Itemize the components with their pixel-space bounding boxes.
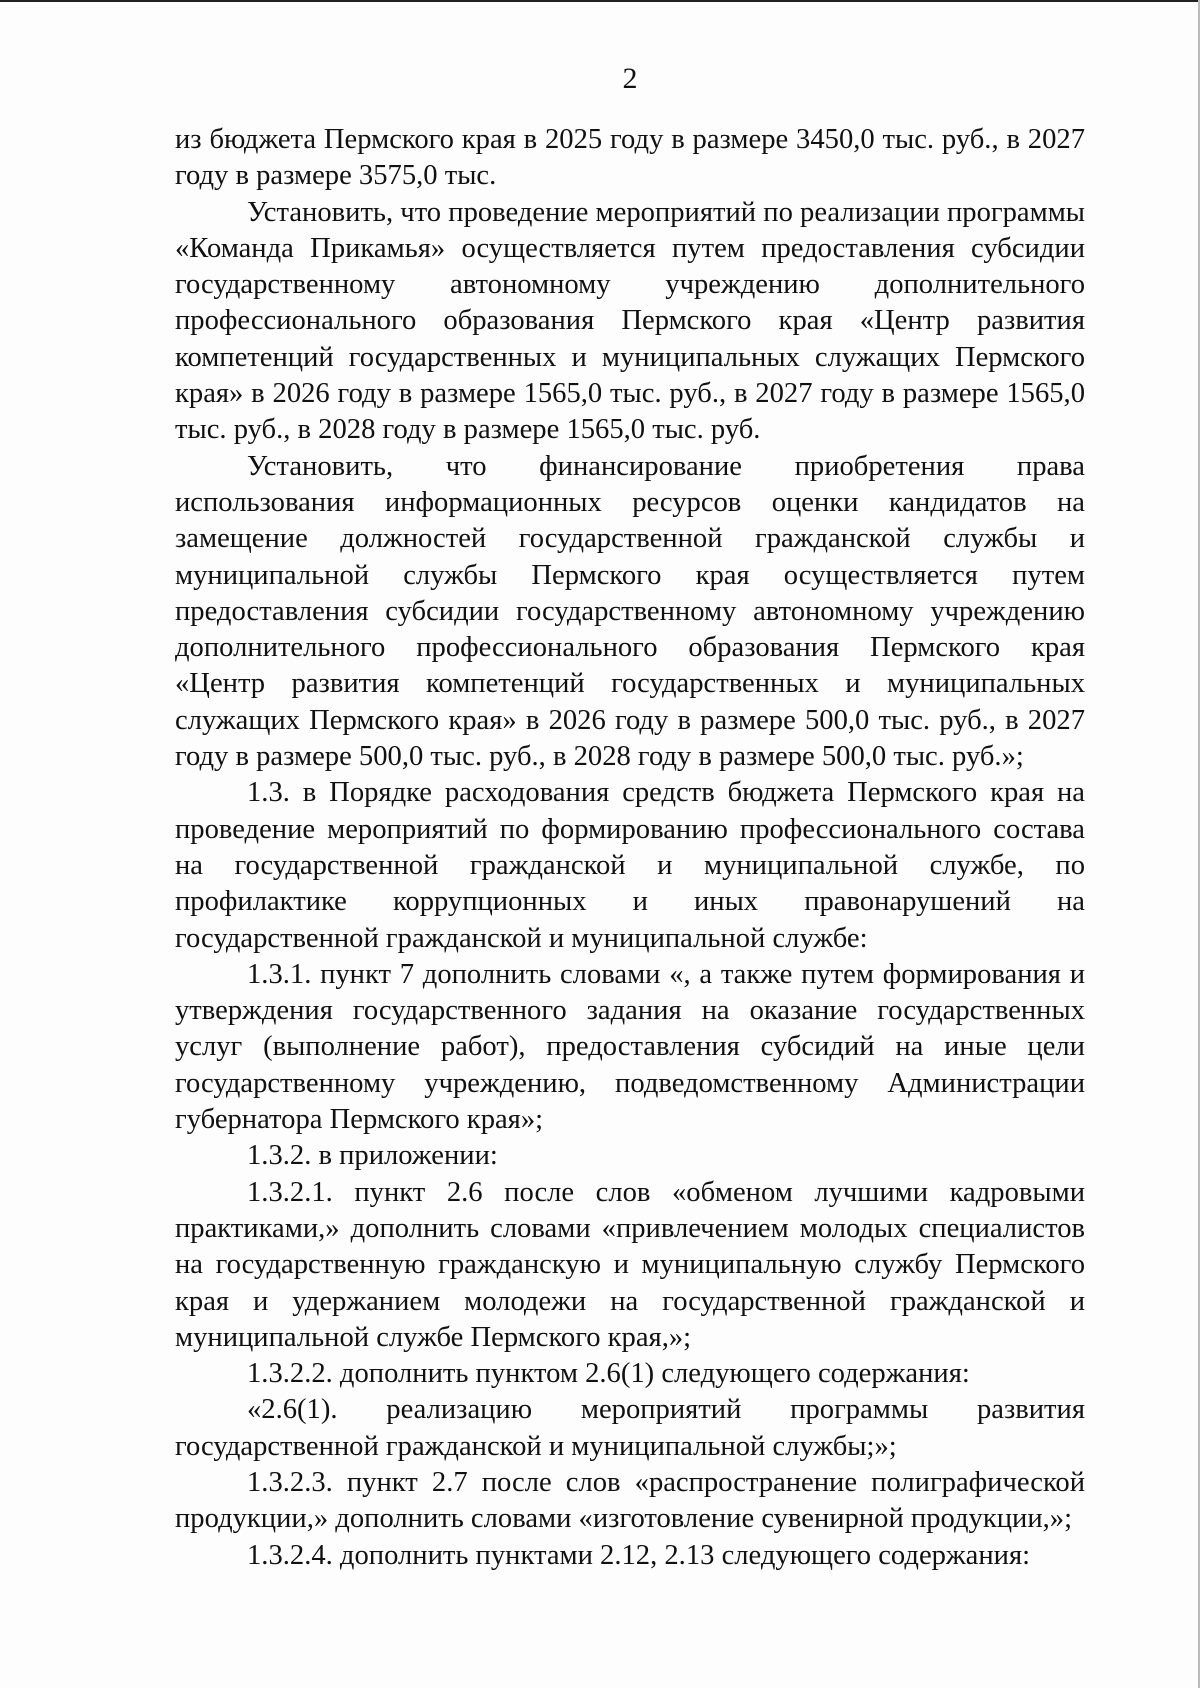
paragraph: 1.3.2.2. дополнить пунктом 2.6(1) следующего содержания:	[247, 1358, 970, 1390]
paragraph: Установить, что финансирование приобретения права использования информационных ресурсов оценки кандидатов на замещение должностей государственной гражданской службы и муниципальной службы Пермского края осуществляется путем предоставления субсидии государственному автономному учреждению дополнительного профессионального образования Пермского края «Центр развития компетенций государственных и муниципальных служащих Пермского края» в 2026 году в размере 500,0 тыс. руб., в 2027 году в размере 500,0 тыс. руб., в 2028 году в размере 500,0 тыс. руб.»;	[175, 450, 1085, 773]
document-body	[175, 122, 1085, 1574]
paragraph: 1.3.2.1. пункт 2.6 после слов «обменом лучшими кадровыми практиками,» дополнить словами «привлечением молодых специалистов на государственную гражданскую и муниципальную службу Пермского края и удержанием молодежи на государственной гражданской и муниципальной службе Пермского края,»;	[175, 1176, 1085, 1353]
page-number: 2	[622, 62, 638, 95]
paragraph: 1.3. в Порядке расходования средств бюджета Пермского края на проведение мероприятий по формированию профессионального состава на государственной гражданской и муниципальной службе, по профилактике коррупционных и иных правонарушений на государственной гражданской и муниципальной службе:	[175, 777, 1085, 954]
paragraph: 1.3.1. пункт 7 дополнить словами «, а также путем формирования и утверждения государственного задания на оказание государственных услуг (выполнение работ), предоставления субсидий на иные цели государственному учреждению, подведомственному Администрации губернатора Пермского края»;	[175, 958, 1085, 1136]
paragraph: 1.3.2.4. дополнить пунктами 2.12, 2.13 следующего содержания:	[247, 1539, 1031, 1571]
paragraph: из бюджета Пермского края в 2025 году в размере 3450,0 тыс. руб., в 2027 году в размере 3575,0 тыс.	[175, 124, 1085, 192]
paragraph: Установить, что проведение мероприятий по реализации программы «Команда Прикамья» осуществляется путем предоставления субсидии государственному автономному учреждению дополнительного профессионального образования Пермского края «Центр развития компетенций государственных и муниципальных служащих Пермского края» в 2026 году в размере 1565,0 тыс. руб., в 2027 году в размере 1565,0 тыс. руб., в 2028 году в размере 1565,0 тыс. руб.	[175, 196, 1085, 446]
scan-top-edge	[0, 0, 1200, 2]
paragraph: 1.3.2.3. пункт 2.7 после слов «распространение полиграфической продукции,» дополнить словами «изготовление сувенирной продукции,»;	[175, 1466, 1085, 1535]
paragraph: «2.6(1). реализацию мероприятий программы развития государственной гражданской и муниципальной службы;»;	[175, 1394, 1085, 1462]
paragraph: 1.3.2. в приложении:	[247, 1140, 498, 1172]
